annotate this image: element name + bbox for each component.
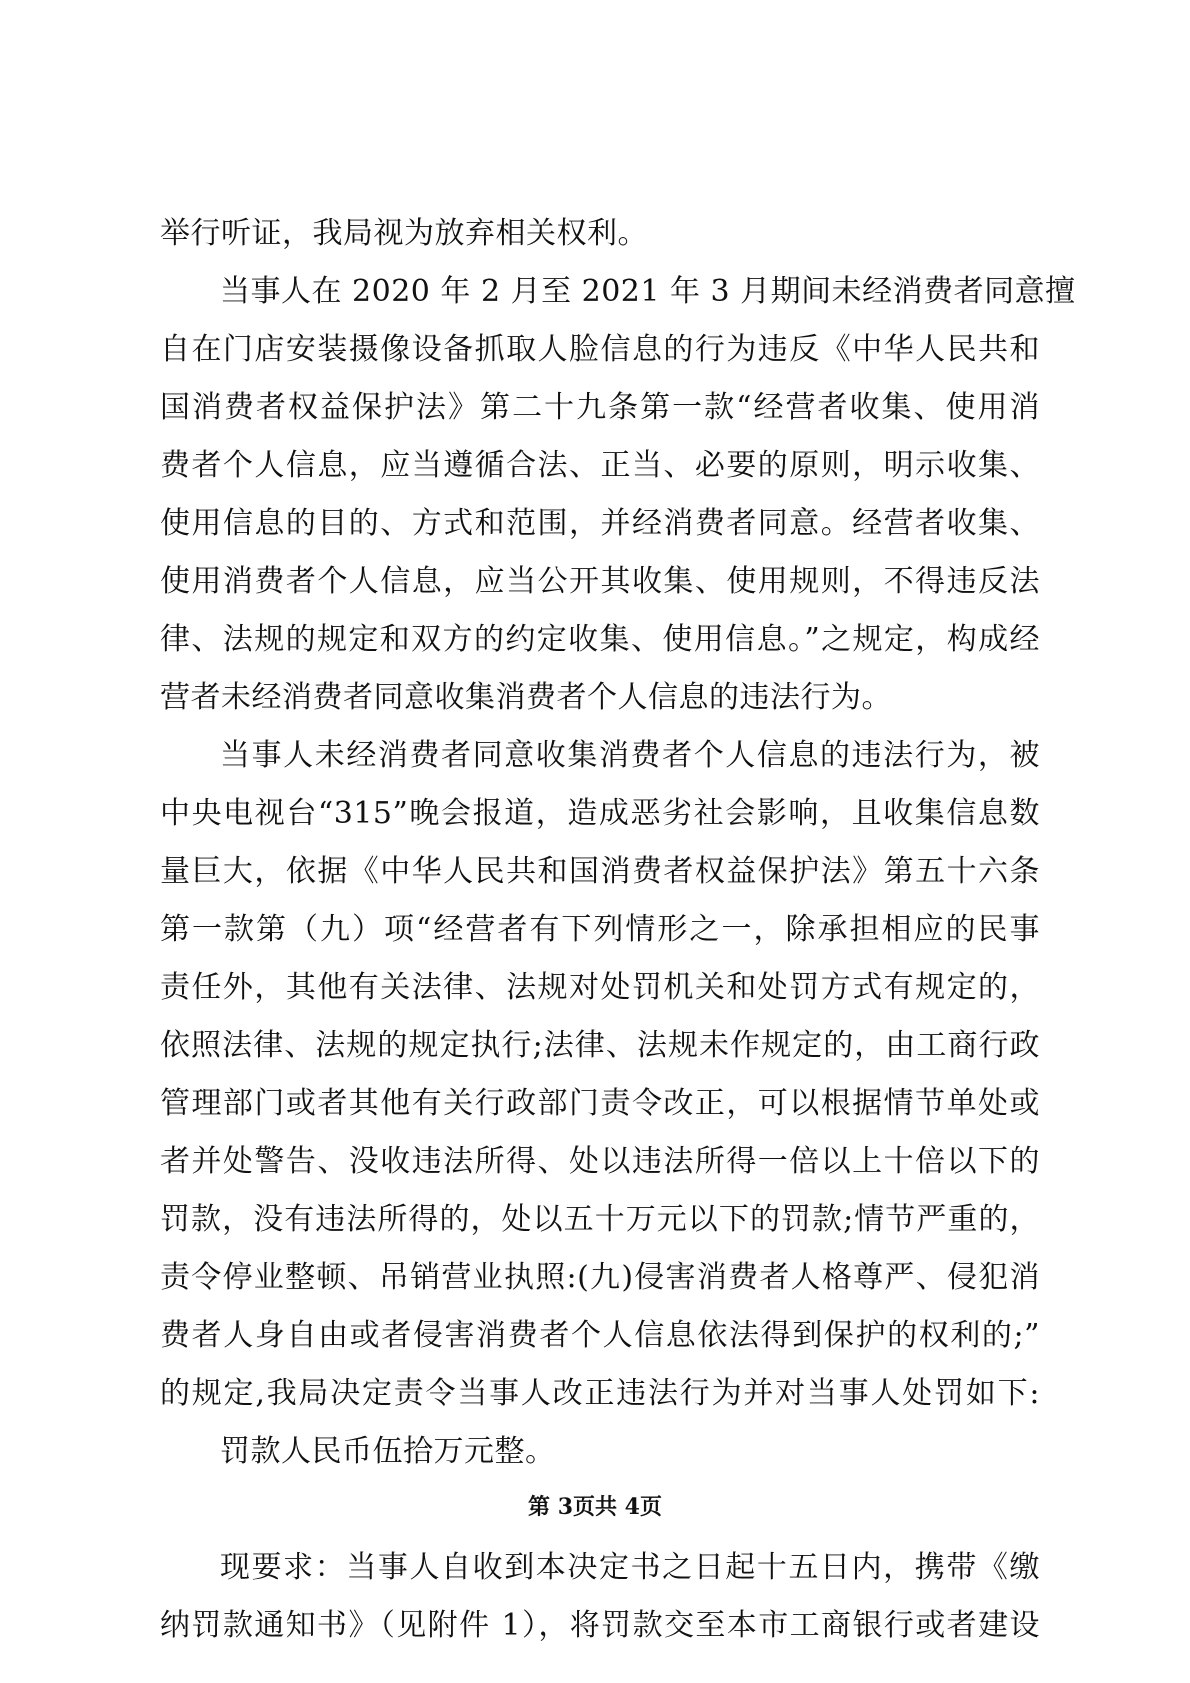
text-line: 责令停业整顿、吊销营业执照:(九)侵害消费者人格尊严、侵犯消 [160,1260,1040,1295]
text-line: 当事人未经消费者同意收集消费者个人信息的违法行为，被 [220,738,1040,773]
text-line: 律、法规的规定和双方的约定收集、使用信息。”之规定，构成经 [160,622,1040,657]
text-line: 费者人身自由或者侵害消费者个人信息依法得到保护的权利的;” [160,1318,1040,1353]
text-line: 罚款人民币伍拾万元整。 [220,1434,556,1469]
text-line: 责任外，其他有关法律、法规对处罚机关和处罚方式有规定的， [160,970,1040,1005]
text-line: 罚款，没有违法所得的，处以五十万元以下的罚款;情节严重的， [160,1202,1040,1237]
text-line: 举行听证，我局视为放弃相关权利。 [160,216,648,251]
text-line: 纳罚款通知书》（见附件 1），将罚款交至本市工商银行或者建设 [160,1608,1040,1643]
text-line: 量巨大，依据《中华人民共和国消费者权益保护法》第五十六条 [160,854,1040,889]
text-line: 使用消费者个人信息，应当公开其收集、使用规则，不得违反法 [160,564,1040,599]
text-line: 当事人在 2020 年 2 月至 2021 年 3 月期间未经消费者同意擅 [220,274,1076,309]
text-line: 现要求：当事人自收到本决定书之日起十五日内，携带《缴 [220,1550,1040,1585]
document-body [160,205,1076,1655]
text-line: 依照法律、法规的规定执行;法律、法规未作规定的，由工商行政 [160,1028,1040,1063]
page-number: 第 3页共 4页 [528,1494,662,1520]
text-line: 费者个人信息，应当遵循合法、正当、必要的原则，明示收集、 [160,448,1040,483]
text-line: 中央电视台“315”晚会报道，造成恶劣社会影响，且收集信息数 [160,796,1040,831]
text-line: 自在门店安装摄像设备抓取人脸信息的行为违反《中华人民共和 [160,332,1040,367]
text-line: 营者未经消费者同意收集消费者个人信息的违法行为。 [160,680,892,715]
text-line: 第一款第（九）项“经营者有下列情形之一，除承担相应的民事 [160,912,1040,947]
text-line: 使用信息的目的、方式和范围，并经消费者同意。经营者收集、 [160,506,1040,541]
text-line: 的规定,我局决定责令当事人改正违法行为并对当事人处罚如下: [160,1376,1040,1411]
text-line: 管理部门或者其他有关行政部门责令改正，可以根据情节单处或 [160,1086,1040,1121]
text-line: 者并处警告、没收违法所得、处以违法所得一倍以上十倍以下的 [160,1144,1040,1179]
text-line: 国消费者权益保护法》第二十九条第一款“经营者收集、使用消 [160,390,1040,425]
